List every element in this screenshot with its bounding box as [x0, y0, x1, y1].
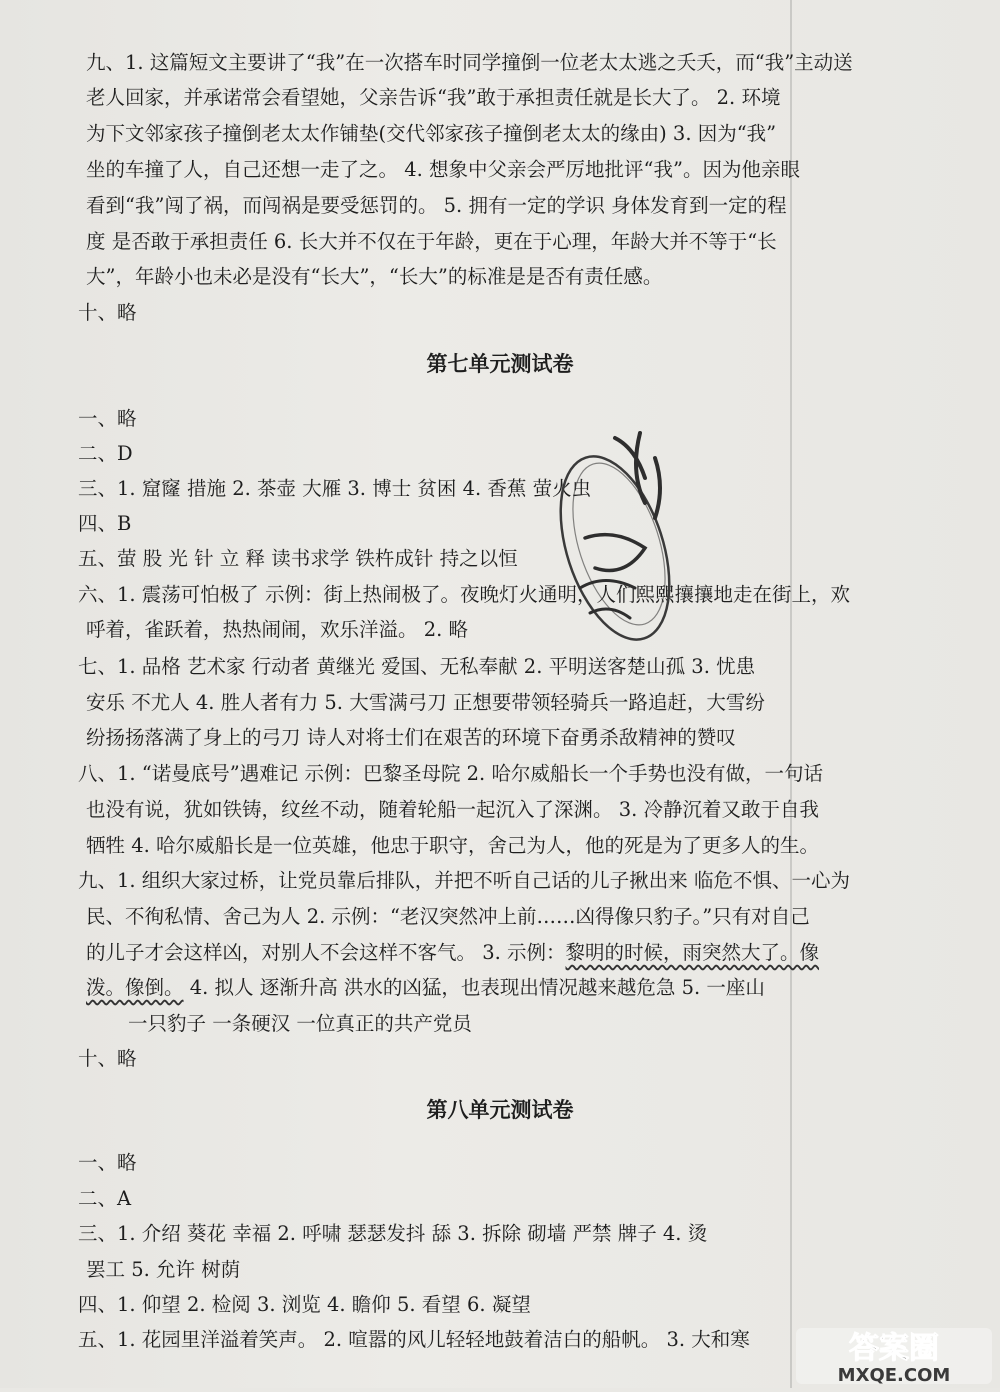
- unit7-q9-line-4: [86, 971, 1000, 1005]
- unit7-q6-line-1: 六、1. 震荡可怕极了 示例：街上热闹极了。夜晚灯火通明，人们熙熙攘攘地走在街上，欢: [78, 583, 851, 606]
- unit7-q3: 三、1. 窟窿 措施 2. 茶壶 大雁 3. 博士 贫困 4. 香蕉 萤火虫: [78, 477, 592, 500]
- unit7-q4: 四、B: [78, 512, 132, 535]
- unit7-q5: 五、萤 股 光 针 立 释 读书求学 铁杵成针 持之以恒: [78, 547, 518, 570]
- s9-line-6: 度 是否敢于承担责任 6. 长大并不仅在于年龄，更在于心理，年龄大并不等于“长: [86, 230, 777, 253]
- handwritten-stamp-mark: [545, 418, 705, 658]
- unit7-q7-line-1: 七、1. 品格 艺术家 行动者 黄继光 爱国、无私奉献 2. 平明送客楚山孤 3. 忧患: [78, 655, 756, 678]
- s9-line-1: 九、1. 这篇短文主要讲了“我”在一次搭车时同学撞倒一位老太太逃之夭夭，而“我”主动送: [86, 51, 853, 74]
- unit7-q6-line-2: 呼着，雀跃着，热热闹闹，欢乐洋溢。 2. 略: [86, 618, 469, 641]
- watermark-brand: 答案圈: [849, 1331, 939, 1366]
- unit7-q9-line-1: 九、1. 组织大家过桥，让党员靠后排队，并把不听自己话的儿子揪出来 临危不惧、一心为: [78, 869, 851, 892]
- unit7-q9-line-5: 一只豹子 一条硬汉 一位真正的共产党员: [128, 1012, 472, 1035]
- unit8-q2: 二、A: [78, 1187, 132, 1210]
- s9-line-2: 老人回家，并承诺常会看望她，父亲告诉“我”敢于承担责任就是长大了。 2. 环境: [86, 86, 781, 109]
- watermark-logo: [790, 1324, 1000, 1388]
- unit7-q8-line-3: 牺牲 4. 哈尔威船长是一位英雄，他忠于职守，舍己为人，他的死是为了更多人的生。: [86, 834, 820, 857]
- watermark-graphic: [790, 1324, 1000, 1388]
- unit7-title: 第七单元测试卷: [426, 352, 574, 376]
- unit8-q5: 五、1. 花园里洋溢着笑声。 2. 喧嚣的风儿轻轻地鼓着洁白的船帆。 3. 大和寒: [78, 1328, 750, 1351]
- unit7-q10: 十、略: [78, 1047, 137, 1070]
- unit7-q9-line-4-wavy: 泼。像倒。: [86, 976, 184, 999]
- unit7-q9-line-3-text: 的儿子才会这样凶，对别人不会这样不客气。 3. 示例：: [86, 941, 566, 964]
- s9-line-5: 看到“我”闯了祸，而闯祸是要受惩罚的。 5. 拥有一定的学识 身体发育到一定的程: [86, 194, 787, 217]
- unit7-q8-line-2: 也没有说，犹如铁铸，纹丝不动，随着轮船一起沉入了深渊。 3. 冷静沉着又敢于自我: [86, 798, 820, 821]
- unit8-q1: 一、略: [78, 1151, 137, 1174]
- s9-line-4: 坐的车撞了人，自己还想一走了之。 4. 想象中父亲会严厉地批评“我”。因为他亲眼: [86, 158, 800, 181]
- s9-ten: 十、略: [78, 301, 137, 324]
- unit8-title: 第八单元测试卷: [426, 1098, 574, 1122]
- unit7-q8-line-1: 八、1. “诺曼底号”遇难记 示例：巴黎圣母院 2. 哈尔威船长一个手势也没有做，一句话: [78, 762, 823, 785]
- s9-line-3: 为下文邻家孩子撞倒老太太作铺垫(交代邻家孩子撞倒老太太的缘由) 3. 因为“我”: [86, 122, 777, 145]
- unit8-q3-line-1: 三、1. 介绍 葵花 幸福 2. 呼啸 瑟瑟发抖 舔 3. 拆除 砌墙 严禁 牌子 4. 烫: [78, 1222, 708, 1245]
- unit7-q2: 二、D: [78, 442, 133, 465]
- unit7-q9-line-3: [86, 936, 1000, 970]
- unit7-q7-line-2: 安乐 不尤人 4. 胜人者有力 5. 大雪满弓刀 正想要带领轻骑兵一路追赶，大雪纷: [86, 691, 765, 714]
- watermark-url: MXQE.COM: [837, 1365, 951, 1386]
- unit7-q9-line-2: 民、不徇私情、舍己为人 2. 示例：“老汉突然冲上前……凶得像只豹子。”只有对自己: [86, 905, 810, 928]
- unit7-q9-line-3-wavy: 黎明的时候，雨突然大了。像: [565, 941, 820, 964]
- unit7-q1: 一、略: [78, 407, 137, 430]
- unit8-q3-line-2: 罢工 5. 允许 树荫: [86, 1258, 241, 1281]
- s9-line-7: 大”，年龄小也未必是没有“长大”，“长大”的标准是是否有责任感。: [86, 265, 663, 288]
- unit7-q9-line-4-text: 4. 拟人 逐渐升高 洪水的凶猛，也表现出情况越来越危急 5. 一座山: [183, 976, 765, 999]
- unit7-q7-line-3: 纷扬扬落满了身上的弓刀 诗人对将士们在艰苦的环境下奋勇杀敌精神的赞叹: [86, 726, 736, 749]
- unit8-q4: 四、1. 仰望 2. 检阅 3. 浏览 4. 瞻仰 5. 看望 6. 凝望: [78, 1293, 531, 1316]
